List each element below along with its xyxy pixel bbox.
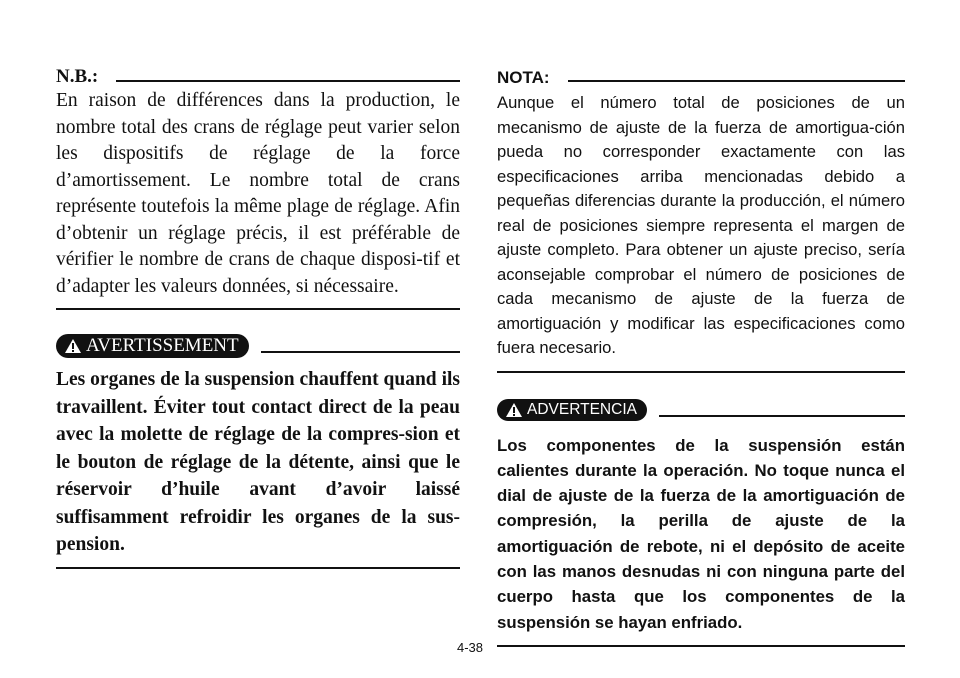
note-text: En raison de différences dans la production, le nombre total des crans de réglage peut varier selon les dispositifs de réglage de la force d’amortissement. Le nombre total de crans représente toutefois la même plage de réglage. Afin d’obtenir un réglage précis, il est préférable de vérifier le nombre de crans de chaque disposi-tif et d’adapter les valeurs données, si nécessaire. bbox=[56, 90, 460, 297]
warning-triangle-icon bbox=[505, 402, 523, 418]
warning-header-rule bbox=[261, 351, 460, 353]
warning-label: AVERTISSEMENT bbox=[86, 335, 239, 356]
note-header bbox=[56, 58, 460, 88]
warning-badge bbox=[497, 399, 647, 421]
warning-triangle-icon bbox=[64, 338, 82, 354]
note-end-rule bbox=[56, 308, 460, 310]
warning-text: Los componentes de la suspensión están calientes durante la operación. No toque nunca el dial de ajuste de la fuerza de la amortiguación de compresión, la perilla de ajuste de la amortiguación de rebote, ni el depósito de aceite con las manos desnudas ni con ninguna parte del cuerpo hasta que los componentes de la suspensión se hayan enfriado. bbox=[497, 435, 905, 632]
note-header-rule bbox=[568, 80, 905, 82]
warning-badge bbox=[56, 334, 249, 358]
note-header-rule bbox=[116, 80, 460, 82]
note-header bbox=[497, 58, 905, 88]
warning-header bbox=[497, 397, 905, 423]
warning-end-rule bbox=[56, 567, 460, 569]
french-column bbox=[56, 58, 460, 569]
warning-header-rule bbox=[659, 415, 905, 417]
note-end-rule bbox=[497, 371, 905, 373]
warning-text: Les organes de la suspension chauffent quand ils travaillent. Éviter tout contact direct de la peau avec la molette de réglage de la compres-sion et le bouton de réglage de la détente, ainsi que le réservoir d’huile avant d’avoir laissé suffisamment refroidir les organes de la sus-pension. bbox=[56, 369, 460, 555]
note-label: NOTA: bbox=[497, 68, 550, 87]
warning-label: ADVERTENCIA bbox=[527, 400, 637, 418]
warning-end-rule bbox=[497, 645, 905, 647]
page-number: 4-38 bbox=[457, 640, 484, 655]
spanish-column bbox=[497, 58, 905, 647]
warning-header bbox=[56, 332, 460, 360]
note-text: Aunque el número total de posiciones de un mecanismo de ajuste de la fuerza de amortigua-ción pueda no corresponder exactamente con las especificaciones arriba mencionadas debido a pequeñas diferencias durante la producción, el número real de posiciones siempre representa el margen de ajuste completo. Para obtener un ajuste preciso, sería aconsejable comprobar el número de posiciones de cada mecanismo de ajuste de la fuerza de amortiguación y modificar las especificaciones como fuera necesario. bbox=[497, 93, 905, 357]
note-label: N.B.: bbox=[56, 66, 99, 87]
